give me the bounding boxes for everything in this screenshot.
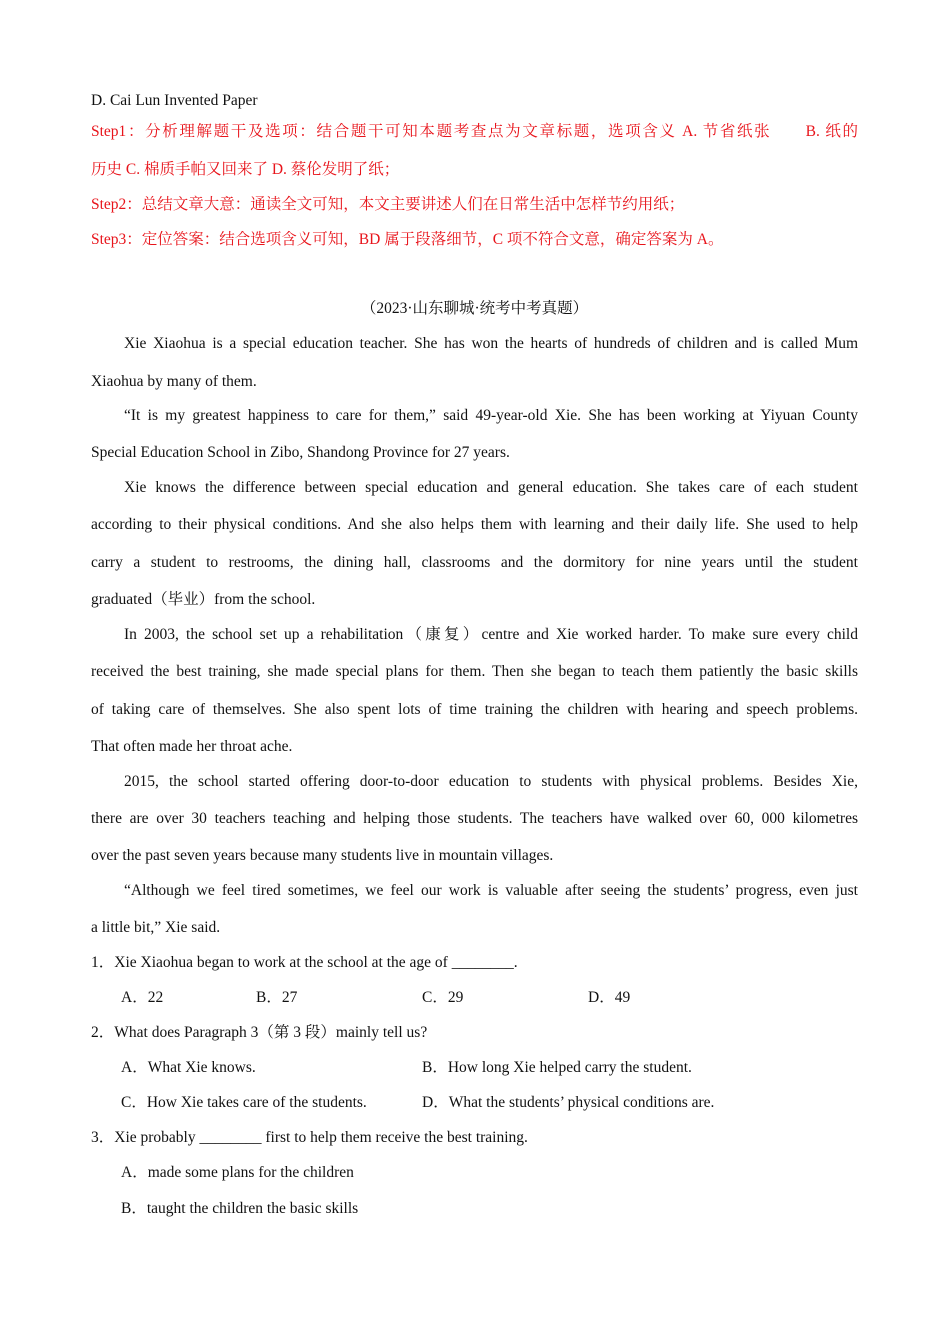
analysis-step3: Step3：定位答案：结合选项含义可知，BD 属于段落细节，C 项不符合文意，确定答案为 A。 xyxy=(91,231,724,248)
question-2-option-a: A．What Xie knows. xyxy=(121,1059,256,1076)
question-1-option-b: B．27 xyxy=(256,989,298,1006)
passage-line: Xiaohua by many of them. xyxy=(91,373,257,390)
passage-line: graduated（毕业）from the school. xyxy=(91,591,316,608)
question-2-option-d: D．What the students’ physical conditions are. xyxy=(422,1094,715,1111)
question-1-stem: 1．Xie Xiaohua began to work at the school at the age of ________. xyxy=(91,954,518,971)
passage-line: Xie knows the difference between special education and general education. She takes care of each student xyxy=(124,479,858,496)
passage-line: That often made her throat ache. xyxy=(91,738,293,755)
passage-line: received the best training, she made special plans for them. Then she began to teach them patiently the basic skills xyxy=(91,663,858,680)
passage-line: Xie Xiaohua is a special education teacher. She has won the hearts of hundreds of children and is called Mum xyxy=(124,335,858,352)
question-3-option-b: B．taught the children the basic skills xyxy=(121,1200,359,1217)
passage-line: over the past seven years because many students live in mountain villages. xyxy=(91,847,554,864)
passage-line: there are over 30 teachers teaching and helping those students. The teachers have walked over 60, 000 kilometres xyxy=(91,810,858,827)
previous-option: D. Cai Lun Invented Paper xyxy=(91,92,258,109)
passage-line: carry a student to restrooms, the dining hall, classrooms and the dormitory for nine years until the student xyxy=(91,554,858,571)
passage-line: of taking care of themselves. She also spent lots of time training the children with hearing and speech problems. xyxy=(91,701,858,718)
question-2-option-b: B．How long Xie helped carry the student. xyxy=(422,1059,692,1076)
passage-line: a little bit,” Xie said. xyxy=(91,919,221,936)
question-1-option-c: C．29 xyxy=(422,989,464,1006)
question-1-option-d: D．49 xyxy=(588,989,631,1006)
question-2-stem: 2．What does Paragraph 3（第 3 段）mainly tell us? xyxy=(91,1024,428,1041)
passage-line: “It is my greatest happiness to care for them,” said 49-year-old Xie. She has been working at Yiyuan County xyxy=(124,407,858,424)
question-3-option-a: A．made some plans for the children xyxy=(121,1164,354,1181)
question-3-stem: 3．Xie probably ________ first to help them receive the best training. xyxy=(91,1129,528,1146)
passage-line: according to their physical conditions. And she also helps them with learning and their daily life. She used to help xyxy=(91,516,858,533)
question-2-option-c: C．How Xie takes care of the students. xyxy=(121,1094,367,1111)
source-heading: （2023·山东聊城·统考中考真题） xyxy=(360,300,589,317)
passage-line: “Although we feel tired sometimes, we feel our work is valuable after seeing the students’ progress, even just xyxy=(124,882,858,899)
passage-line: 2015, the school started offering door-to-door education to students with physical problems. Besides Xie, xyxy=(124,773,858,790)
analysis-step1-cont: 历史 C. 棉质手帕又回来了 D. 蔡伦发明了纸； xyxy=(91,161,400,178)
question-1-option-a: A．22 xyxy=(121,989,164,1006)
passage-line: Special Education School in Zibo, Shandong Province for 27 years. xyxy=(91,444,510,461)
passage-line: In 2003, the school set up a rehabilitation（康复）centre and Xie worked harder. To make sure every child xyxy=(124,626,858,643)
analysis-step1: Step1：分析理解题干及选项：结合题干可知本题考查点为文章标题，选项含义 A. 节省纸张 B. 纸的 xyxy=(91,123,858,140)
analysis-step2: Step2：总结文章大意：通读全文可知，本文主要讲述人们在日常生活中怎样节约用纸； xyxy=(91,196,685,213)
